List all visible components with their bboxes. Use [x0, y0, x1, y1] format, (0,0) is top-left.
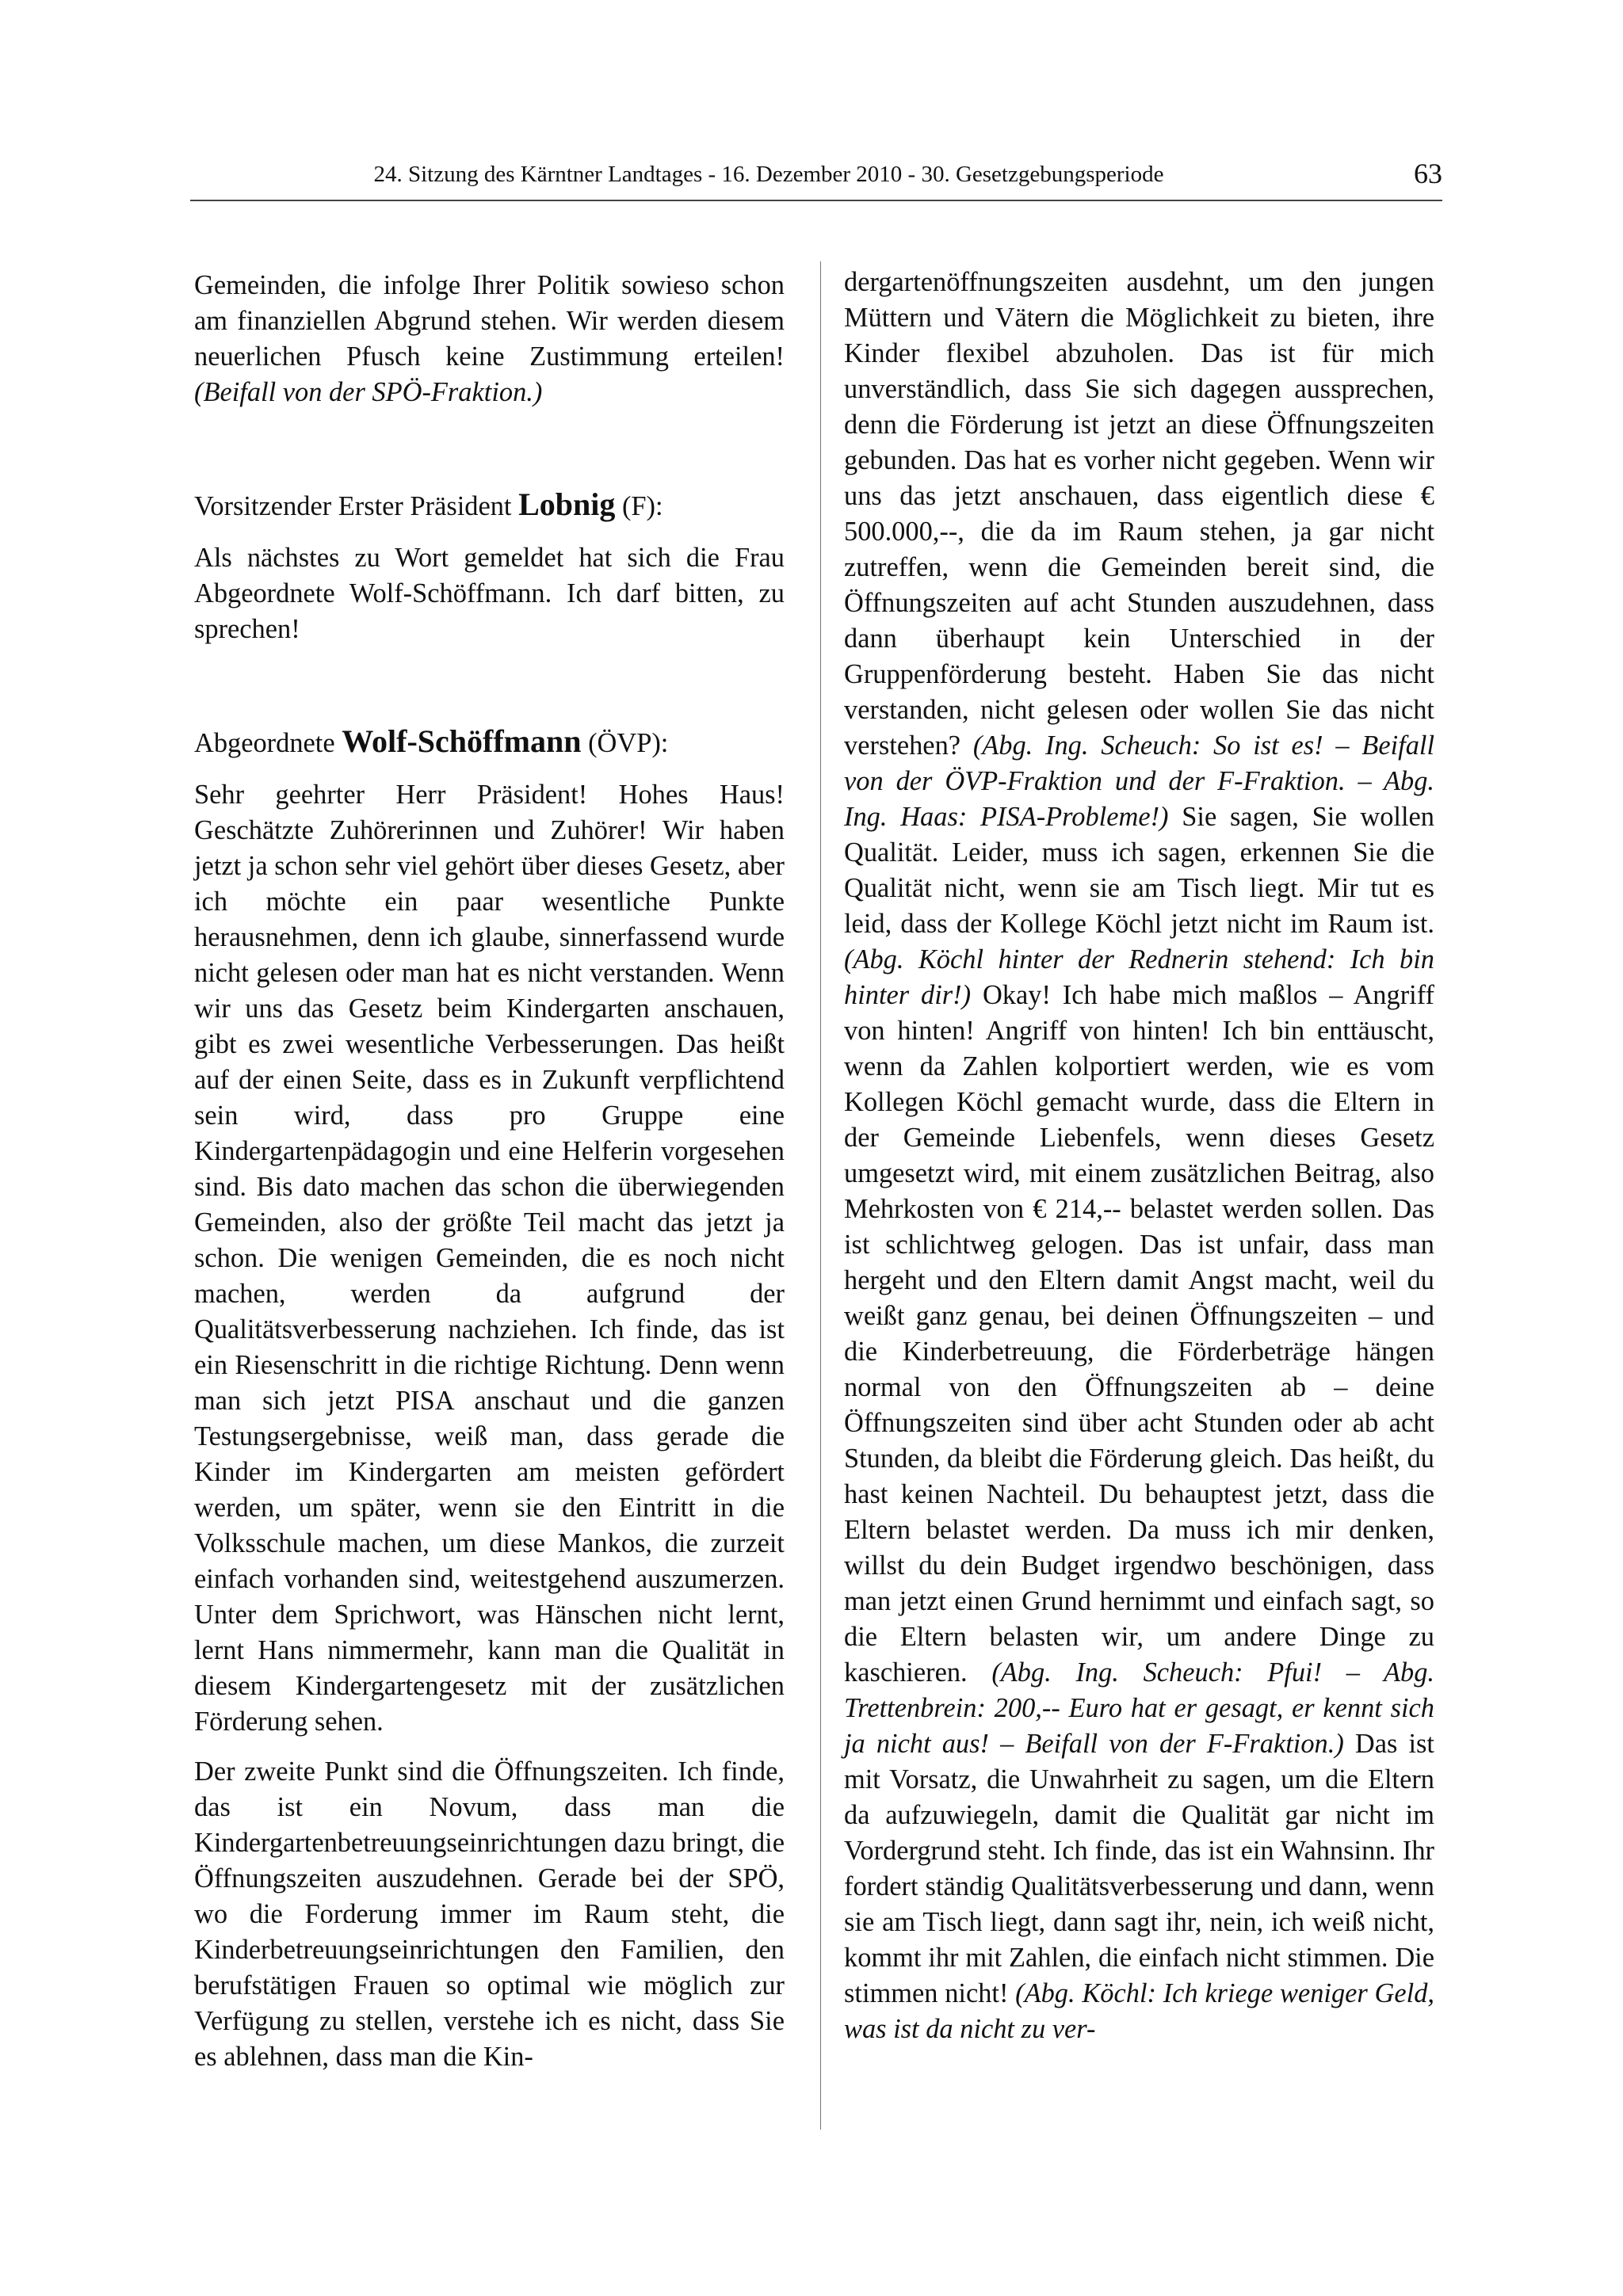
paragraph-text: Sie sagen, Sie wollen Qualität. Leider, muss ich sagen, erkennen Sie die Qualität nicht, wenn sie am Tisch liegt. Mir tut es leid, dass der Kollege Köchl jetzt nicht im Raum ist. [844, 802, 1434, 939]
interjection: (Abg. Ing. Scheuch: So ist es! – Beifall von der ÖVP-Fraktion und der F-Fraktion. – Abg. Ing. Haas: PISA-Probleme!) [844, 730, 1434, 832]
interjection: (Abg. Ing. Scheuch: Pfui! – Abg. Trettenbrein: 200,-- Euro hat er gesagt, er kennt sich ja nicht aus! – Beifall von der F-Fraktion.) [844, 1657, 1434, 1759]
left-column [194, 268, 785, 2075]
interjection: (Abg. Köchl: Ich kriege weniger Geld, was ist da nicht zu ver- [844, 1978, 1434, 2044]
paragraph: Sehr geehrter Herr Präsident! Hohes Haus! Geschätzte Zuhörerinnen und Zuhörer! Wir haben jetzt ja schon sehr viel gehört über dieses Gesetz, aber ich möchte ein paar wesentliche Punkte herausnehmen, denn ich glaube, sinnerfassend wurde nicht gelesen oder man hat es nicht verstanden. Wenn wir uns das Gesetz beim Kindergarten anschauen, gibt es zwei wesentliche Verbesserungen. Das heißt auf der einen Seite, dass es in Zukunft verpflichtend sein wird, dass pro Gruppe eine Kindergartenpädagogin und eine Helferin vorgesehen sind. Bis dato machen das schon die überwiegenden Gemeinden, also der größte Teil macht das jetzt ja schon. Die wenigen Gemeinden, die es noch nicht machen, werden da aufgrund der Qualitätsverbesserung nachziehen. Ich finde, das ist ein Riesenschritt in die richtige Richtung. Denn wenn man sich jetzt PISA anschaut und die ganzen Testungsergebnisse, weiß man, dass gerade die Kinder im Kindergarten am meisten gefördert werden, um später, wenn sie den Eintritt in die Volksschule machen, um diese Mankos, die zurzeit einfach vorhanden sind, weitestgehend auszumerzen. Unter dem Sprichwort, was Hänschen nicht lernt, lernt Hans nimmermehr, kann man die Qualität in diesem Kindergartengesetz mit der zusätzlichen Förderung sehen. [194, 780, 785, 1737]
interjection: (Abg. Köchl hinter der Rednerin stehend: Ich bin hinter dir!) [844, 944, 1434, 1010]
page-number: 63 [1414, 158, 1442, 189]
speaker-party: (F): [615, 491, 663, 521]
speaker-name: Lobnig [518, 486, 616, 522]
paragraph-text: Das ist mit Vorsatz, die Unwahrheit zu sagen, um die Eltern da aufzuwiegeln, damit die Qualität gar nicht im Vordergrund steht. Ich finde, das ist ein Wahnsinn. Ihr fordert ständig Qualitätsverbesserung und dann, wenn sie am Tisch liegt, dann sagt ihr, nein, ich weiß nicht, kommt ihr mit Zahlen, die einfach nicht stimmen. Die stimmen nicht! [844, 1729, 1434, 2008]
paragraph [844, 265, 1434, 2047]
paragraph: Als nächstes zu Wort gemeldet hat sich die Frau Abgeordnete Wolf-Schöffmann. Ich darf bitten, zu sprechen! [194, 543, 785, 644]
paragraph-text: dergartenöffnungszeiten ausdehnt, um den jungen Müttern und Vätern die Möglichkeit zu bieten, ihre Kinder flexibel abzuholen. Das ist für mich unverständlich, dass Sie sich dagegen aussprechen, denn die Förderung ist jetzt an diese Öffnungszeiten gebunden. Das hat es vorher nicht gegeben. Wenn wir uns das jetzt anschauen, dass eigentlich diese € 500.000,--, die da im Raum stehen, ja gar nicht zutreffen, wenn die Gemeinden bereit sind, die Öffnungszeiten auf acht Stunden auszudehnen, dass dann überhaupt kein Unterschied in der Gruppenförderung besteht. Haben Sie das nicht verstanden, nicht gelesen oder wollen Sie das nicht verstehen? [844, 267, 1434, 761]
paragraph-text: Gemeinden, die infolge Ihrer Politik sowieso schon am finanziellen Abgrund stehen. Wir werden diesem neuerlichen Pfusch keine Zustimmung erteilen! [194, 270, 785, 372]
speaker-heading [194, 486, 785, 524]
interjection: (Beifall von der SPÖ-Fraktion.) [194, 377, 543, 407]
paragraph: Der zweite Punkt sind die Öffnungszeiten. Ich finde, das ist ein Novum, dass man die Kindergartenbetreuungseinrichtungen dazu bringt, die Öffnungszeiten auszudehnen. Gerade bei der SPÖ, wo die Forderung immer im Raum steht, die Kinderbetreuungseinrichtungen den Familien, den berufstätigen Frauen so optimal wie möglich zur Verfügung zu stellen, verstehe ich es nicht, dass Sie es ablehnen, dass man die Kin- [194, 1756, 785, 2072]
paragraph-text: Okay! Ich habe mich maßlos – Angriff von hinten! Angriff von hinten! Ich bin enttäuscht, wenn da Zahlen kolportiert werden, wie es vom Kollegen Köchl gemacht wurde, dass die Eltern in der Gemeinde Liebenfels, wenn dieses Gesetz umgesetzt wird, mit einem zusätzlichen Beitrag, also Mehrkosten von € 214,-- belastet werden sollen. Das ist schlichtweg gelogen. Das ist unfair, dass man hergeht und den Eltern damit Angst macht, weil du weißt ganz genau, bei deinen Öffnungszeiten – und die Kinderbetreuung, die Förderbeträge hängen normal von den Öffnungszeiten ab – deine Öffnungszeiten sind über acht Stunden oder ab acht Stunden, da bleibt die Förderung gleich. Das heißt, du hast keinen Nachteil. Du behauptest jetzt, dass die Eltern belastet werden. Da muss ich mir denken, willst du dein Budget irgendwo beschönigen, dass man jetzt einen Grund hernimmt und einfach sagt, so die Eltern belasten wir, um andere Dinge zu kaschieren. [844, 980, 1434, 1688]
speaker-role: Abgeordnete [194, 728, 342, 758]
column-divider [820, 261, 821, 2130]
paragraph [194, 268, 785, 410]
speaker-heading [194, 723, 785, 761]
speaker-role: Vorsitzender Erster Präsident [194, 491, 519, 521]
right-column [844, 265, 1434, 2047]
speaker-name: Wolf-Schöffmann [342, 723, 582, 759]
header-title: 24. Sitzung des Kärntner Landtages - 16. Dezember 2010 - 30. Gesetzgebungsperiode [373, 162, 1164, 187]
page-header [190, 155, 1442, 201]
speaker-party: (ÖVP): [581, 728, 669, 758]
